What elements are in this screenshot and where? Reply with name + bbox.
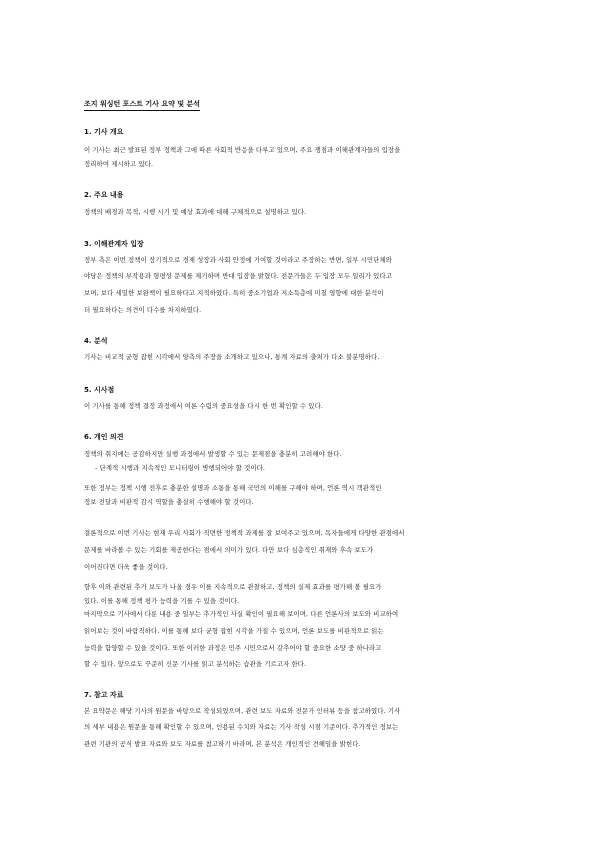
paragraph-4-line-2: 읽어보는 것이 바람직하다. 이를 통해 보다 균형 잡힌 시각을 가질 수 있으며, 언론 보도를 비판적으로 읽는 [84,627,384,635]
paragraph-2-line-1: 결론적으로 이번 기사는 현재 우리 사회가 직면한 정책적 과제를 잘 보여주고 있으며, 독자들에게 다양한 관점에서 [84,529,405,537]
section-3-line-3: 보며, 보다 세밀한 보완책이 필요하다고 지적하였다. 특히 중소기업과 저소득층에 미칠 영향에 대한 분석이 [84,289,384,297]
section-heading-4: 4. 분석 [84,337,108,345]
paragraph-2-line-3: 이어진다면 더욱 좋을 것이다. [84,563,168,571]
section-3-line-2: 야당은 정책의 부작용과 형평성 문제를 제기하며 반대 입장을 밝혔다. 전문가들은 두 입장 모두 일리가 있다고 [84,272,392,280]
section-7-line-3: 관련 기관의 공식 발표 자료와 보도 자료를 참고하기 바라며, 본 분석은 개인적인 견해임을 밝힌다. [84,740,361,748]
section-3-line-1: 정부 측은 이번 정책이 장기적으로 경제 성장과 사회 안정에 기여할 것이라고 주장하는 반면, 일부 시민단체와 [84,256,392,264]
section-1-line-2: 정리하여 제시하고 있다. [84,160,154,168]
section-7-line-1: 본 요약문은 해당 기사의 원문을 바탕으로 작성되었으며, 관련 보도 자료와 전문가 인터뷰 등을 참고하였다. 기사 [84,707,401,715]
paragraph-3-line-2: 있다. 이를 통해 정책 평가 능력을 기를 수 있을 것이다. [84,597,240,605]
paragraph-2-line-2: 문제를 바라볼 수 있는 기회를 제공한다는 점에서 의미가 있다. 다만 보다 심층적인 취재와 후속 보도가 [84,546,374,554]
section-heading-5: 5. 시사점 [84,386,115,394]
section-2-line-1: 정책의 배경과 목적, 시행 시기 및 예상 효과에 대해 구체적으로 설명하고 있다. [84,208,307,216]
paragraph-4-line-4: 할 수 있다. 앞으로도 꾸준히 신문 기사를 읽고 분석하는 습관을 기르고자 한다. [84,660,307,668]
document-title: 조지 워싱턴 포스트 기사 요약 및 분석 [84,100,200,111]
paragraph-1-line-1: 또한 정부는 정책 시행 전후로 충분한 설명과 소통을 통해 국민의 이해를 구해야 하며, 언론 역시 객관적인 [84,484,382,492]
section-heading-7: 7. 참고 자료 [84,691,124,699]
section-3-line-4: 더 필요하다는 의견이 다수를 차지하였다. [84,306,202,314]
section-4-line-1: 기사는 비교적 균형 잡힌 시각에서 양측의 주장을 소개하고 있으나, 통계 자료의 출처가 다소 불분명하다. [84,353,380,361]
section-1-line-1: 이 기사는 최근 발표된 정부 정책과 그에 따른 사회적 반응을 다루고 있으며, 주요 쟁점과 이해관계자들의 입장을 [84,146,401,154]
section-6-line-2: - 단계적 시행과 지속적인 모니터링이 병행되어야 할 것이다. [95,464,266,472]
paragraph-1-line-2: 정보 전달과 비판적 감시 역할을 충실히 수행해야 할 것이다. [84,498,254,506]
section-heading-3: 3. 이해관계자 입장 [84,240,144,248]
paragraph-4-line-3: 능력을 함양할 수 있을 것이다. 또한 이러한 과정은 민주 시민으로서 갖추어야 할 중요한 소양 중 하나라고 [84,644,382,652]
paragraph-4-line-1: 마지막으로 기사에서 다룬 내용 중 일부는 추가적인 사실 확인이 필요해 보이며, 다른 언론사의 보도와 비교하여 [84,610,399,618]
section-5-line-1: 이 기사를 통해 정책 결정 과정에서 여론 수렴의 중요성을 다시 한 번 확인할 수 있다. [84,402,323,410]
paragraph-3-line-1: 향후 이와 관련된 추가 보도가 나올 경우 이를 지속적으로 관찰하고, 정책의 실제 효과를 평가해 볼 필요가 [84,583,382,591]
section-heading-1: 1. 기사 개요 [84,128,124,136]
section-7-line-2: 의 세부 내용은 원문을 통해 확인할 수 있으며, 인용된 수치와 자료는 기사 작성 시점 기준이다. 추가적인 정보는 [84,723,399,731]
section-heading-2: 2. 주요 내용 [84,191,124,199]
section-heading-6: 6. 개인 의견 [84,433,124,441]
section-6-line-1: 정책의 취지에는 공감하지만 실행 과정에서 발생할 수 있는 문제점을 충분히 고려해야 한다. [84,450,342,458]
